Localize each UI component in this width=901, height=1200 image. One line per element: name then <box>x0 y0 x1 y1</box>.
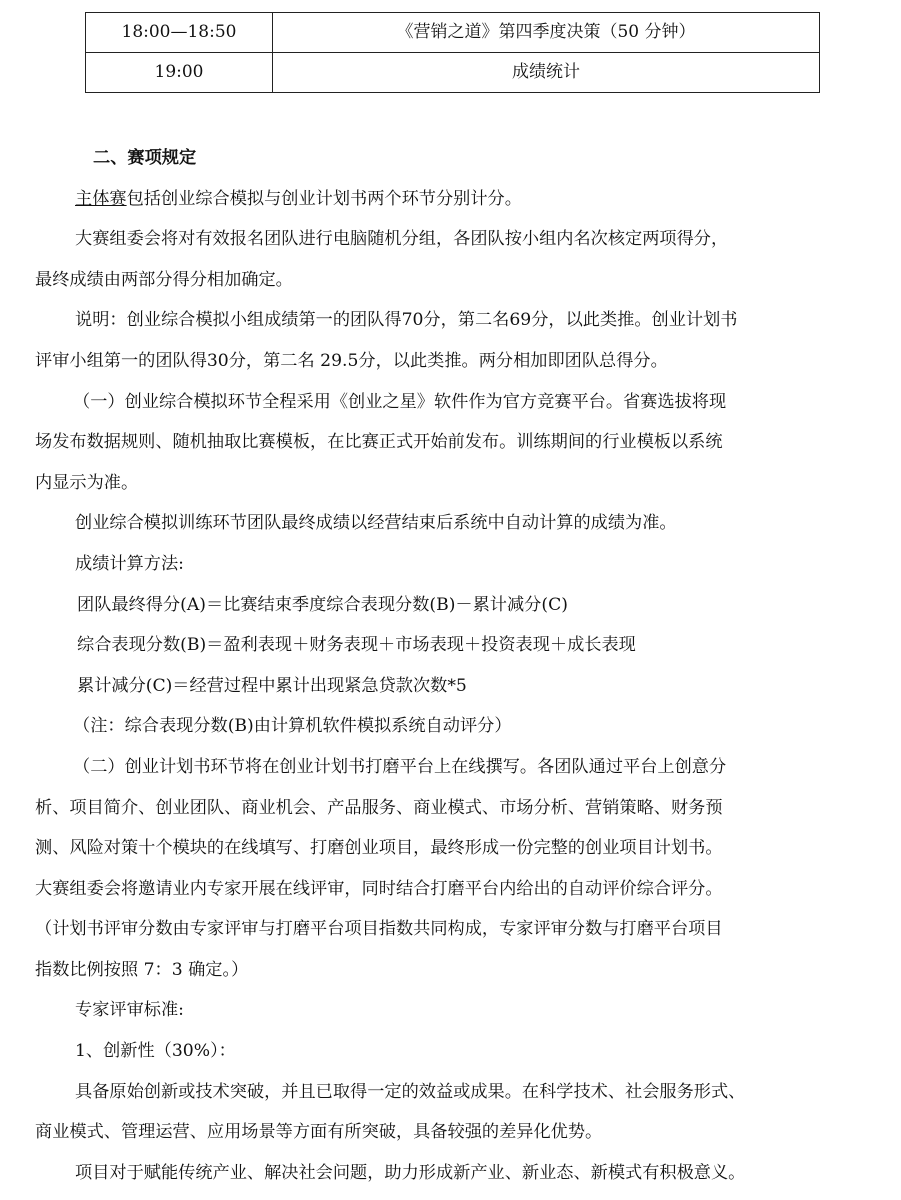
document-body <box>35 138 871 1193</box>
paragraph-line: 最终成绩由两部分得分相加确定。 <box>35 269 293 290</box>
paragraph-line: （一）创业综合模拟环节全程采用《创业之星》软件作为官方竞赛平台。省赛选拔将现 <box>73 391 727 412</box>
explanation-paragraph <box>35 300 871 381</box>
part1-paragraph <box>35 382 871 504</box>
formula-b: 综合表现分数(B)＝盈利表现＋财务表现＋市场表现＋投资表现＋成长表现 <box>77 635 636 656</box>
formula-c: 累计减分(C)＝经营过程中累计出现紧急贷款次数*5 <box>77 675 467 696</box>
table-row <box>86 13 820 53</box>
paragraph-line: 析、项目简介、创业团队、商业机会、产品服务、商业模式、市场分析、营销策略、财务预 <box>35 797 723 818</box>
criterion-innovation-title: 1、创新性（30%）： <box>75 1041 236 1062</box>
grouping-paragraph <box>35 219 871 300</box>
innovation-paragraph <box>35 1072 871 1153</box>
empower-paragraph: 项目对于赋能传统产业、解决社会问题，助力形成新产业、新业态、新模式有积极意义。 <box>75 1162 746 1183</box>
calc-method-label: 成绩计算方法: <box>75 553 184 574</box>
schedule-table <box>85 12 820 93</box>
intro-text: 包括创业综合模拟与创业计划书两个环节分别计分。 <box>126 188 522 209</box>
paragraph-line: （计划书评审分数由专家评审与打磨平台项目指数共同构成，专家评审分数与打磨平台项目 <box>35 919 723 940</box>
paragraph-line: 内显示为准。 <box>35 472 139 493</box>
table-cell-event: 成绩统计 <box>273 53 820 93</box>
part2-paragraph <box>35 747 871 991</box>
formula-note: （注：综合表现分数(B)由计算机软件模拟系统自动评分） <box>73 716 512 737</box>
paragraph-line: 商业模式、管理运营、应用场景等方面有所突破，具备较强的差异化优势。 <box>35 1122 603 1143</box>
training-paragraph: 创业综合模拟训练环节团队最终成绩以经营结束后系统中自动计算的成绩为准。 <box>75 513 677 534</box>
paragraph-line: 测、风险对策十个模块的在线填写、打磨创业项目，最终形成一份完整的创业项目计划书。 <box>35 838 723 859</box>
intro-underlined-term: 主体赛 <box>75 188 127 209</box>
paragraph-line: 大赛组委会将对有效报名团队进行电脑随机分组，各团队按小组内名次核定两项得分， <box>75 229 729 250</box>
table-cell-time: 18:00—18:50 <box>86 13 273 53</box>
paragraph-line: 具备原始创新或技术突破，并且已取得一定的效益或成果。在科学技术、社会服务形式、 <box>75 1081 746 1102</box>
paragraph-line: 大赛组委会将邀请业内专家开展在线评审，同时结合打磨平台内给出的自动评价综合评分。 <box>35 878 723 899</box>
table-cell-event: 《营销之道》第四季度决策（50 分钟） <box>273 13 820 53</box>
section-heading: 二、赛项规定 <box>93 148 197 168</box>
paragraph-line: 评审小组第一的团队得30分，第二名 29.5分，以此类推。两分相加即团队总得分。 <box>35 350 668 371</box>
intro-paragraph <box>35 179 871 220</box>
paragraph-line: 场发布数据规则、随机抽取比赛模板，在比赛正式开始前发布。训练期间的行业模板以系统 <box>35 432 723 453</box>
criteria-label: 专家评审标准: <box>75 1000 184 1021</box>
table-cell-time: 19:00 <box>86 53 273 93</box>
table-row <box>86 53 820 93</box>
paragraph-line: 指数比例按照 7：3 确定。） <box>35 959 249 980</box>
paragraph-line: 说明：创业综合模拟小组成绩第一的团队得70分，第二名69分，以此类推。创业计划书 <box>75 310 738 331</box>
formula-a: 团队最终得分(A)＝比赛结束季度综合表现分数(B)－累计减分(C) <box>77 594 568 615</box>
paragraph-line: （二）创业计划书环节将在创业计划书打磨平台上在线撰写。各团队通过平台上创意分 <box>73 756 727 777</box>
